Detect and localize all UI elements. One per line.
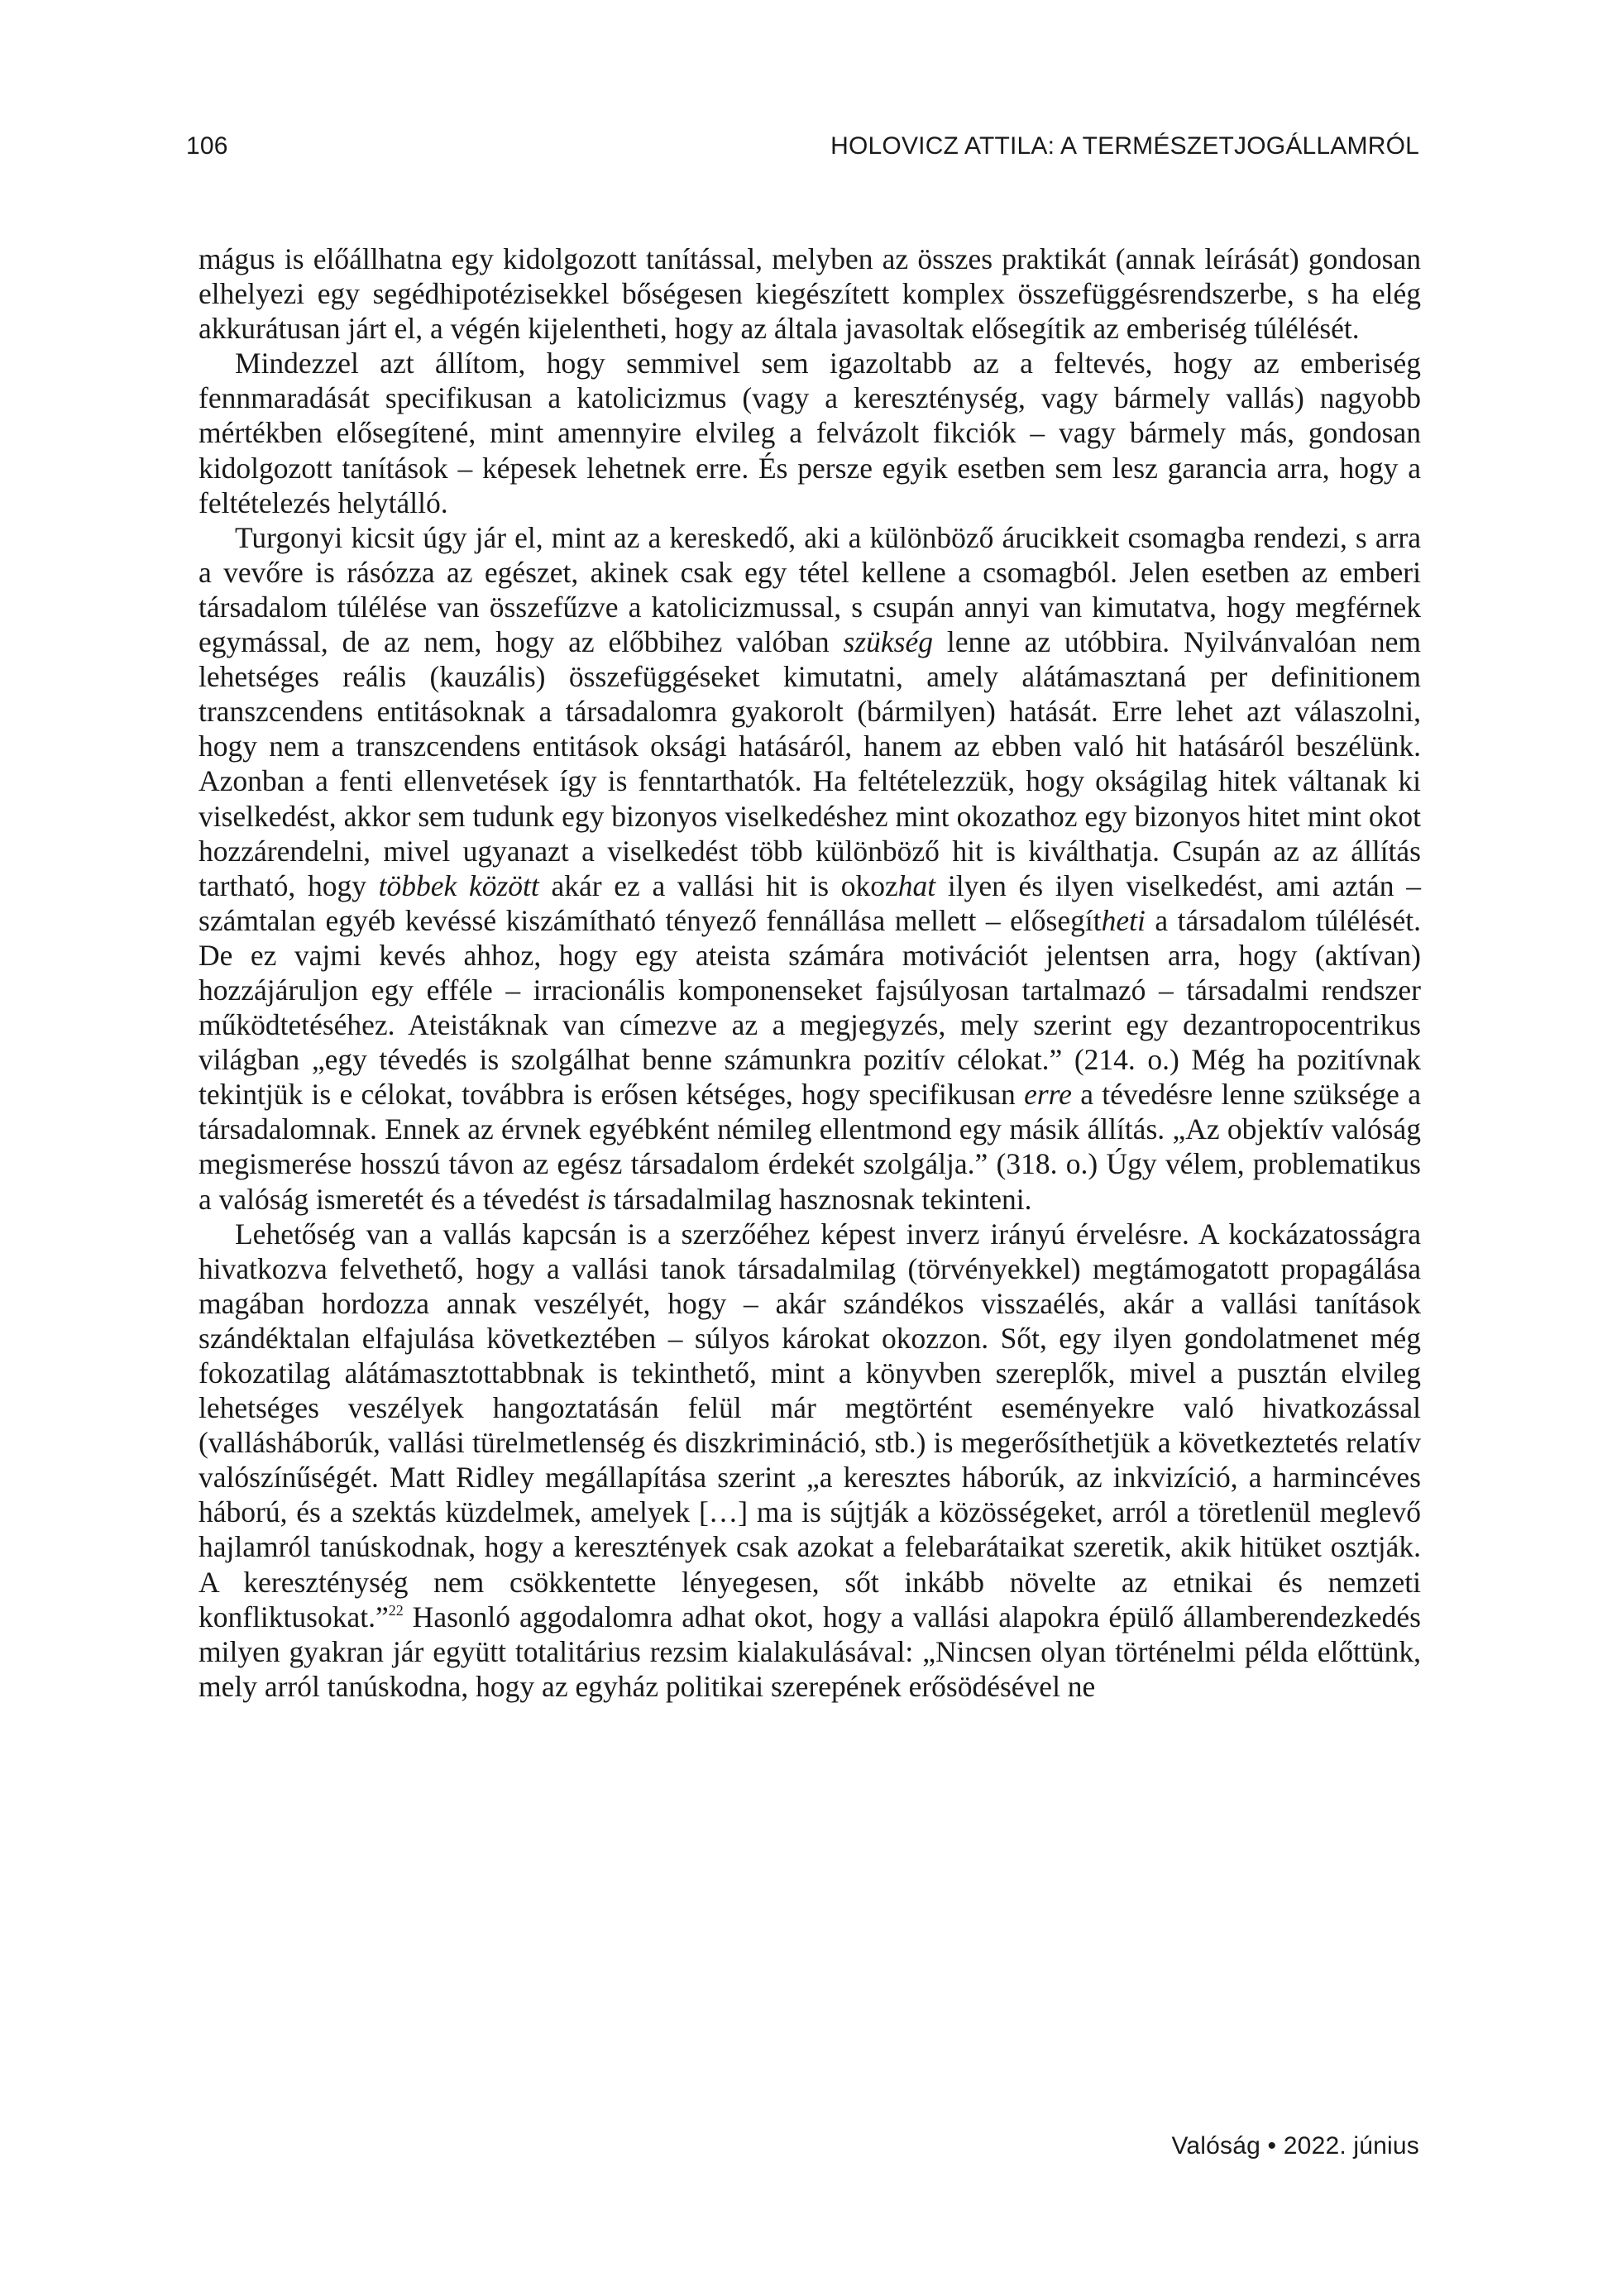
running-title: HOLOVICZ ATTILA: A TERMÉSZETJOGÁLLAMRÓL: [830, 132, 1419, 160]
text-run: társadalmilag hasznosnak tekinteni.: [605, 1182, 1032, 1216]
emphasis-text: heti: [1101, 903, 1146, 937]
article-body: [199, 242, 1421, 1704]
body-paragraph: [199, 520, 1421, 1217]
text-run: Hasonló aggodalomra adhat okot, hogy a vallási alapokra épülő államberendezkedés milyen gyakran jár együtt totalitárius rezsim kialakulásával: „Nincsen olyan történelmi példa előttünk, mely arról tanúskodna, hogy az egyház politikai szerepének erősödésével ne: [199, 1600, 1421, 1703]
footnote-marker: 22: [388, 1601, 404, 1619]
text-run: a tévedésre lenne szüksége a társadalomnak. Ennek az érvnek egyébként némileg ellentmond egy másik állítás. „Az objektív valóság megismerése hosszú távon az egész társadalom érdekét szolgálja.” (318. o.) Úgy vélem, problematikus a valóság ismeretét és a tévedést: [199, 1078, 1421, 1216]
emphasis-text: hat: [897, 868, 936, 902]
text-run: Lehetőség van a vallás kapcsán is a szerzőéhez képest inverz irányú érvelésre. A kockázatosságra hivatkozva felvethető, hogy a vallási tanok társadalmilag (törvényekkel) megtámogatott propagálása magában hordozza annak veszélyét, hogy – akár szándékos visszaélés, akár a vallási tanítások szándéktalan elfajulása következtében – súlyos károkat okozzon. Sőt, egy ilyen gondolatmenet még fokozatilag alátámasztottabbnak is tekinthető, mint a könyvben szereplők, mivel a pusztán elvileg lehetséges veszélyek hangoztatásán felül már megtörtént eseményekre való hivatkozással (vallásháborúk, vallási türelmetlenség és diszkrimináció, stb.) is megerősíthetjük a következtetés relatív valószínűségét. Matt Ridley megállapítása szerint „a keresztes háborúk, az inkvizíció, a harmincéves háború, és a szektás küzdelmek, amelyek […] ma is sújtják a közösségeket, arról a töretlenül meglevő hajlamról tanúskodnak, hogy a keresztények csak azokat a felebarátaikat szeretik, akik hitüket osztják. A kereszténység nem csökkentette lényegesen, sőt inkább növelte az etnikai és nemzeti konfliktusokat.”: [199, 1217, 1421, 1634]
emphasis-text: erre: [1024, 1078, 1072, 1112]
page-header: [186, 132, 1419, 165]
emphasis-text: is: [586, 1182, 606, 1216]
text-run: mágus is előállhatna egy kidolgozott tanítással, melyben az összes praktikát (annak leírását) gondosan elhelyezi egy segédhipotézisekkel bőségesen kiegészített komplex összefüggésrendszerbe, s ha elég akkurátusan járt el, a végén kijelentheti, hogy az általa javasoltak elősegítik az emberiség túlélését.: [199, 242, 1421, 346]
emphasis-text: többek között: [378, 868, 539, 902]
body-paragraph: [199, 1217, 1421, 1704]
text-run: lenne az utóbbira. Nyilvánvalóan nem lehetséges reális (kauzális) összefüggéseket kimutatni, amely alátámasztaná per definitionem transzcendens entitásoknak a társadalomra gyakorolt (bármilyen) hatását. Erre lehet azt válaszolni, hogy nem a transzcendens entitások oksági hatásáról, hanem az ebben való hit hatásáról beszélünk. Azonban a fenti ellenvetések így is fenntarthatók. Ha feltételezzük, hogy okságilag hitek váltanak ki viselkedést, akkor sem tudunk egy bizonyos viselkedéshez mint okozathoz egy bizonyos hitet mint okot hozzárendelni, mivel ugyanazt a viselkedést több különböző hit is kiválthatja. Csupán az az állítás tartható, hogy: [199, 625, 1422, 902]
page-number: 106: [186, 132, 228, 160]
body-paragraph: [199, 242, 1421, 346]
page-footer: [1171, 2132, 1419, 2160]
body-paragraph: [199, 346, 1421, 519]
text-run: Mindezzel azt állítom, hogy semmivel sem igazoltabb az a feltevés, hogy az emberiség fennmaradását specifikusan a katolicizmus (vagy a kereszténység, vagy bármely vallás) nagyobb mértékben elősegítené, mint amennyire elvileg a felvázolt fikciók – vagy bármely más, gondosan kidolgozott tanítások – képesek lehetnek erre. És persze egyik esetben sem lesz garancia arra, hogy a feltételezés helytálló.: [199, 347, 1421, 519]
text-run: a társadalom túlélését. De ez vajmi kevés ahhoz, hogy egy ateista számára motivációt jelentsen arra, hogy (aktívan) hozzájáruljon egy efféle – irracionális komponenseket fajsúlyosan tartalmazó – társadalmi rendszer működtetéséhez. Ateistáknak van címezve az a megjegyzés, mely szerint egy dezantropocentrikus világban „egy tévedés is szolgálhat benne számunkra pozitív célokat.” (214. o.) Még ha pozitívnak tekintjük is e célokat, továbbra is erősen kétséges, hogy specifikusan: [199, 903, 1421, 1112]
emphasis-text: szükség: [843, 625, 934, 659]
footer-journal-issue: Valóság • 2022. június: [1171, 2132, 1419, 2160]
text-run: akár ez a vallási hit is okoz: [538, 868, 898, 902]
text-run: ilyen és ilyen viselkedést, ami aztán – számtalan egyéb kevéssé kiszámítható tényező fennállása mellett – elősegít: [199, 868, 1421, 937]
text-run: Turgonyi kicsit úgy jár el, mint az a kereskedő, aki a különböző árucikkeit csomagba rendezi, s arra a vevőre is rásózza az egészet, akinek csak egy tétel kellene a csomagból. Jelen esetben az emberi társadalom túlélése van összefűzve a katolicizmussal, s csupán annyi van kimutatva, hogy megférnek egymással, de az nem, hogy az előbbihez valóban: [199, 520, 1421, 659]
